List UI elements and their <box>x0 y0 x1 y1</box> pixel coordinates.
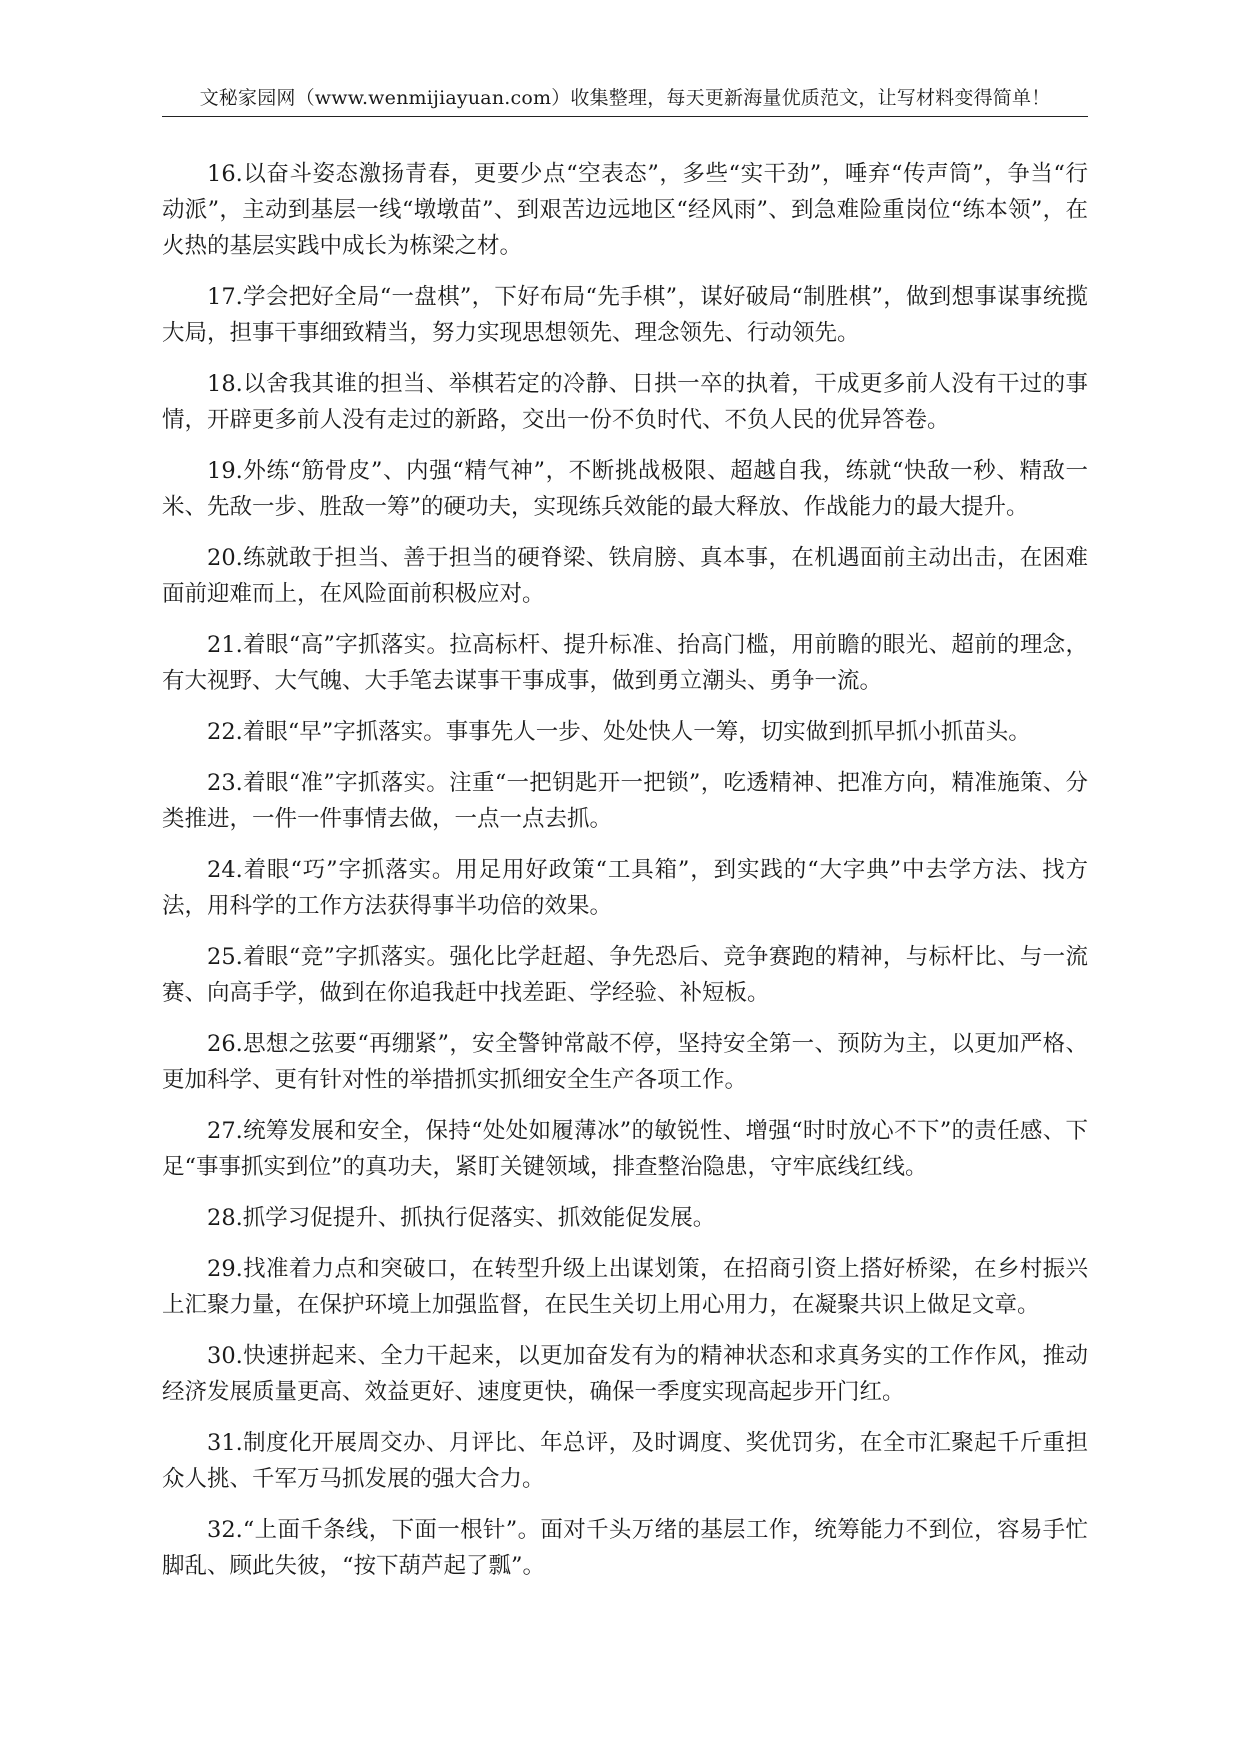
paragraph-16: 16.以奋斗姿态激扬青春，更要少点“空表态”，多些“实干劲”，唾弃“传声筒”，争当“行动派”，主动到基层一线“墩墩苗”、到艰苦边远地区“经风雨”、到急难险重岗位“练本领”，在火热的基层实践中成长为栋梁之材。 <box>162 161 1088 259</box>
paragraph-23: 23.着眼“准”字抓落实。注重“一把钥匙开一把锁”，吃透精神、把准方向，精准施策、分类推进，一件一件事情去做，一点一点去抓。 <box>162 770 1088 832</box>
paragraph-22: 22.着眼“早”字抓落实。事事先人一步、处处快人一筹，切实做到抓早抓小抓苗头。 <box>207 719 1031 745</box>
paragraph-17: 17.学会把好全局“一盘棋”，下好布局“先手棋”，谋好破局“制胜棋”，做到想事谋事统揽大局，担事干事细致精当，努力实现思想领先、理念领先、行动领先。 <box>162 284 1088 346</box>
paragraph-28: 28.抓学习促提升、抓执行促落实、抓效能促发展。 <box>207 1205 716 1231</box>
paragraph-32: 32.“上面千条线，下面一根针”。面对千头万绪的基层工作，统筹能力不到位，容易手忙脚乱、顾此失彼，“按下葫芦起了瓢”。 <box>162 1517 1088 1579</box>
paragraph-20: 20.练就敢于担当、善于担当的硬脊梁、铁肩膀、真本事，在机遇面前主动出击，在困难面前迎难而上，在风险面前积极应对。 <box>162 545 1088 607</box>
document-body <box>162 156 1088 1599</box>
paragraph-19: 19.外练“筋骨皮”、内强“精气神”，不断挑战极限、超越自我，练就“快敌一秒、精敌一米、先敌一步、胜敌一筹”的硬功夫，实现练兵效能的最大释放、作战能力的最大提升。 <box>162 458 1088 520</box>
paragraph-27: 27.统筹发展和安全，保持“处处如履薄冰”的敏锐性、增强“时时放心不下”的责任感、下足“事事抓实到位”的真功夫，紧盯关键领域，排查整治隐患，守牢底线红线。 <box>162 1118 1088 1180</box>
paragraph-18: 18.以舍我其谁的担当、举棋若定的冷静、日拱一卒的执着，干成更多前人没有干过的事情，开辟更多前人没有走过的新路，交出一份不负时代、不负人民的优异答卷。 <box>162 371 1088 433</box>
page-header: 文秘家园网（www.wenmijiayuan.com）收集整理，每天更新海量优质范文，让写材料变得简单！ <box>162 84 1088 117</box>
paragraph-31: 31.制度化开展周交办、月评比、年总评，及时调度、奖优罚劣，在全市汇聚起千斤重担众人挑、千军万马抓发展的强大合力。 <box>162 1430 1088 1492</box>
paragraph-26: 26.思想之弦要“再绷紧”，安全警钟常敲不停，坚持安全第一、预防为主，以更加严格、更加科学、更有针对性的举措抓实抓细安全生产各项工作。 <box>162 1031 1088 1093</box>
paragraph-25: 25.着眼“竞”字抓落实。强化比学赶超、争先恐后、竞争赛跑的精神，与标杆比、与一流赛、向高手学，做到在你追我赶中找差距、学经验、补短板。 <box>162 944 1088 1006</box>
paragraph-30: 30.快速拼起来、全力干起来，以更加奋发有为的精神状态和求真务实的工作作风，推动经济发展质量更高、效益更好、速度更快，确保一季度实现高起步开门红。 <box>162 1343 1088 1405</box>
paragraph-21: 21.着眼“高”字抓落实。拉高标杆、提升标准、抬高门槛，用前瞻的眼光、超前的理念，有大视野、大气魄、大手笔去谋事干事成事，做到勇立潮头、勇争一流。 <box>162 632 1088 694</box>
paragraph-29: 29.找准着力点和突破口，在转型升级上出谋划策，在招商引资上搭好桥梁，在乡村振兴上汇聚力量，在保护环境上加强监督，在民生关切上用心用力，在凝聚共识上做足文章。 <box>162 1256 1088 1318</box>
paragraph-24: 24.着眼“巧”字抓落实。用足用好政策“工具箱”，到实践的“大字典”中去学方法、找方法，用科学的工作方法获得事半功倍的效果。 <box>162 857 1088 919</box>
